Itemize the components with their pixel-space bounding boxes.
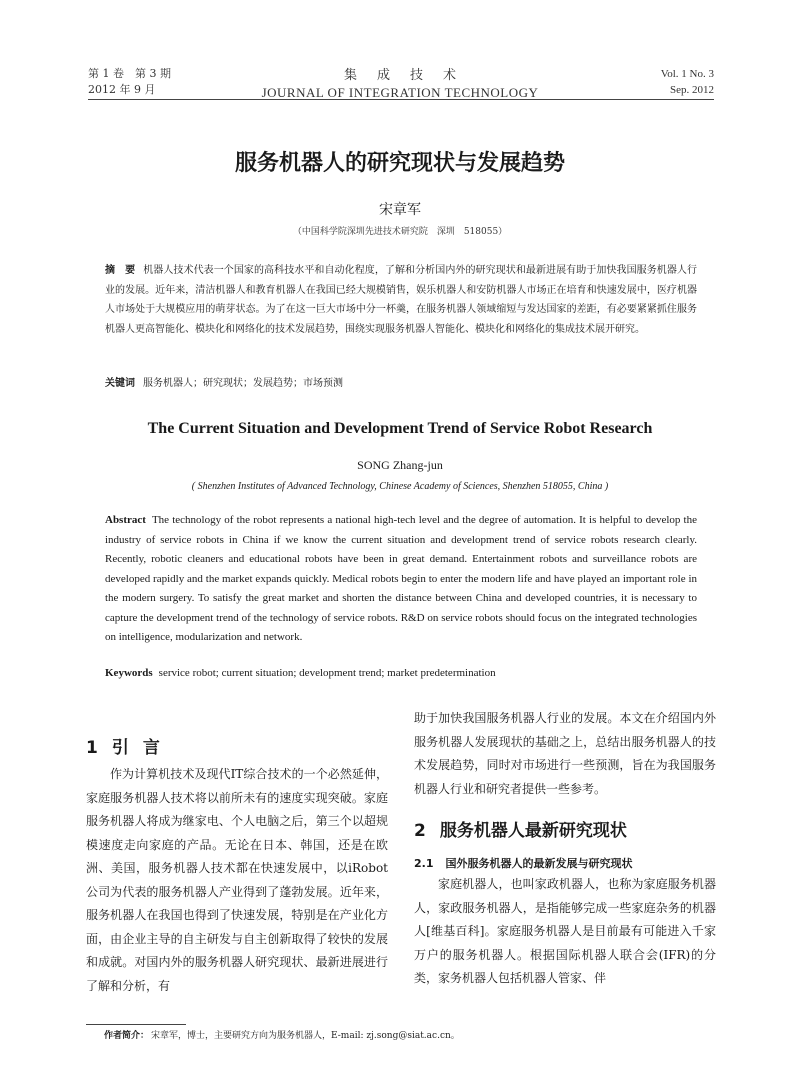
abstract-en (105, 511, 697, 648)
section-2-body (414, 873, 716, 991)
footnote-divider (86, 1024, 186, 1025)
date-cn: 2012 年 9 月 (88, 83, 156, 96)
keywords-text-en: service robot; current situation; development trend; market predetermination (158, 667, 496, 679)
author-cn: 宋章军 (379, 202, 421, 218)
date-en: Sep. 2012 (670, 84, 714, 96)
section-2-number: 2 (414, 821, 426, 841)
keywords-cn (105, 374, 697, 389)
section-1-heading (86, 733, 174, 758)
author-en: SONG Zhang-jun (357, 458, 443, 472)
affiliation-cn: （中国科学院深圳先进技术研究院 深圳 518055） (292, 227, 508, 237)
header-divider (88, 99, 714, 100)
author-footnote (104, 1028, 460, 1041)
section-1-paragraph: 作为计算机技术及现代IT综合技术的一个必然延伸，家庭服务机器人技术将以前所未有的速度实现突破。家庭服务机器人将成为继家电、个人电脑之后，第三个以超规模速度走向家庭的产品。无论在日本、韩国，还是在欧洲、美国，服务机器人技术都在快速发展中，以iRobot公司为代表的服务机器人产业得到了蓬勃发展。近年来，服务机器人在我国也得到了快速发展，特别是在产业化方面，由企业主导的自主研发与自主创新取得了较快的发展和成就。对国内外的服务机器人研究现状、最新进展进行了解和分析，有 (86, 767, 388, 993)
paper-title-en: The Current Situation and Development Trend of Service Robot Research (147, 420, 653, 437)
section-1-paragraph-cont: 助于加快我国服务机器人行业的发展。本文在介绍国内外服务机器人发展现状的基础之上，总结出服务机器人的技术发展趋势，同时对市场进行一些预测，旨在为我国服务机器人行业和研究者提供一些参考。 (414, 711, 716, 796)
section-1-body-continued (414, 707, 716, 801)
abstract-text-cn: 机器人技术代表一个国家的高科技水平和自动化程度，了解和分析国内外的研究现状和最新进展有助于加快我国服务机器人行业的发展。近年来，清洁机器人和教育机器人在我国已经大规模销售，娱乐机器人和安防机器人市场正在培育和快速发展中，医疗机器人市场处于大规模应用的萌芽状态。为了在这一巨大市场中分一杯羹，在服务机器人领域缩短与发达国家的差距，有必要紧紧抓住服务机器人更高智能化、模块化和网络化的技术发展趋势，围绕实现服务机器人智能化、模块化和网络化的集成技术展开研究。 (105, 265, 698, 335)
affiliation-en: ( Shenzhen Institutes of Advanced Technology, Chinese Academy of Sciences, Shenzhen 518055, China ) (191, 481, 609, 492)
abstract-text-en: The technology of the robot represents a national high-tech level and the degree of automation. It is helpful to develop the industry of service robots in China if we know the current situation and development trend of service robots research clearly. Recently, robotic cleaners and educational robots have been in great demand. Entertainment robots and surveillance robots are developed rapidly and the market expands quickly. Medical robots begin to enter the modern life and have played an important role in the modern surgery. To satisfy the great market and shorten the distance between China and developed countries, it is necessary to capture the development trend of the technology of service robots. R&D on service robots should focus on the integrated technologies on intelligence, modularization and network. (105, 514, 697, 643)
journal-name-cn: 集成技术 (343, 68, 476, 83)
volume-issue-cn: 第 1 卷 第 3 期 (88, 67, 171, 80)
keywords-label-en: Keywords (105, 667, 153, 679)
subsection-2-1-heading (414, 855, 633, 871)
footnote-text: 宋章军，博士，主要研究方向为服务机器人，E-mail: zj.song@siat.ac.cn。 (151, 1031, 460, 1041)
footnote-label: 作者简介： (104, 1031, 150, 1041)
keywords-text-cn: 服务机器人；研究现状；发展趋势；市场预测 (143, 378, 343, 389)
abstract-cn (105, 261, 697, 339)
abstract-label-cn: 摘 要 (105, 265, 136, 276)
section-2-title: 服务机器人最新研究现状 (439, 821, 627, 841)
journal-name-en: JOURNAL OF INTEGRATION TECHNOLOGY (261, 85, 539, 100)
subsection-2-1-number: 2.1 (414, 857, 434, 870)
section-1-body (86, 763, 388, 998)
section-2-paragraph: 家庭机器人，也叫家政机器人，也称为家庭服务机器人，家政服务机器人，是指能够完成一些家庭杂务的机器人[维基百科]。家庭服务机器人是目前最有可能进入千家万户的服务机器人。根据国际机器人联合会(IFR)的分类，家务机器人包括机器人管家、伴 (414, 877, 716, 985)
section-1-title: 引言 (111, 738, 174, 758)
keywords-en (105, 667, 697, 679)
keywords-label-cn: 关键词 (105, 378, 135, 389)
section-2-heading (414, 816, 627, 841)
header-right (661, 66, 714, 98)
volume-issue-en: Vol. 1 No. 3 (660, 68, 714, 80)
subsection-2-1-title: 国外服务机器人的最新发展与研究现状 (445, 857, 633, 870)
section-1-number: 1 (86, 738, 98, 758)
paper-title-cn: 服务机器人的研究现状与发展趋势 (234, 151, 565, 176)
abstract-label-en: Abstract (105, 514, 146, 526)
